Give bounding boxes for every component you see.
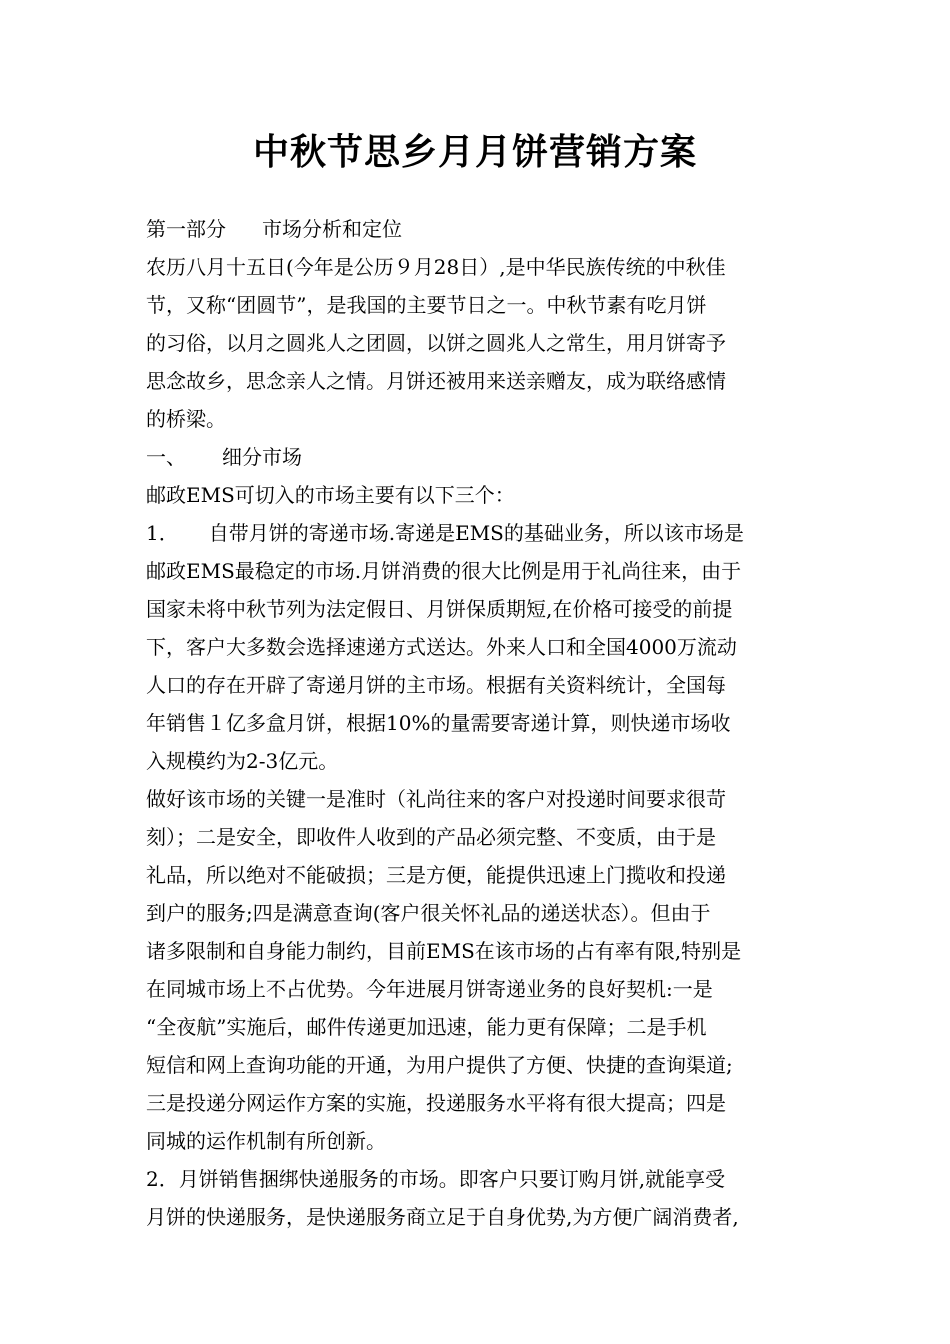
lead-line: 邮政EMS可切入的市场主要有以下三个：: [146, 483, 515, 507]
para2-line: 礼品，所以绝对不能破损；三是方便，能提供迅速上门揽收和投递: [146, 863, 726, 887]
item1-line: 国家未将中秋节列为法定假日、月饼保质期短,在价格可接受的前提: [146, 597, 733, 621]
subheading-text: 细分市场: [222, 445, 302, 469]
item1-line: 入规模约为2-3亿元。: [146, 749, 339, 773]
item1-line: 邮政EMS最稳定的市场.月饼消费的很大比例是用于礼尚往来，由于: [146, 559, 742, 583]
document-body: [146, 210, 826, 1236]
para2-line: “全夜航”实施后，邮件传递更加迅速，能力更有保障；二是手机: [146, 1015, 707, 1039]
para2-line: 短信和网上查询功能的开通，为用户提供了方便、快捷的查询渠道;: [146, 1053, 733, 1077]
item2-line: 2．月饼销售捆绑快递服务的市场。即客户只要订购月饼,就能享受: [146, 1167, 726, 1191]
subheading-number: 一、: [146, 445, 186, 469]
item2-line: 月饼的快递服务，是快递服务商立足于自身优势,为方便广阔消费者,: [146, 1205, 739, 1229]
intro-line: 的桥梁。: [146, 407, 226, 431]
item1-text: 自带月饼的寄递市场.寄递是EMS的基础业务，所以该市场是: [208, 521, 744, 545]
subheading: [146, 438, 826, 476]
item1-first-line: [146, 514, 826, 552]
item1-number: 1．: [146, 521, 179, 545]
item1-line: 下，客户大多数会选择速递方式送达。外来人口和全国4000万流动: [146, 635, 737, 659]
para2-line: 同城的运作机制有所创新。: [146, 1129, 386, 1153]
section-heading-label: 第一部分: [146, 217, 226, 241]
intro-line: 节，又称“团圆节”，是我国的主要节日之一。中秋节素有吃月饼: [146, 293, 707, 317]
para2-line: 在同城市场上不占优势。今年进展月饼寄递业务的良好契机:一是: [146, 977, 713, 1001]
para2-line: 诸多限制和自身能力制约，目前EMS在该市场的占有率有限,特别是: [146, 939, 742, 963]
para2-line: 刻）；二是安全，即收件人收到的产品必须完整、不变质，由于是: [146, 825, 716, 849]
document-title: 中秋节思乡月月饼营销方案: [252, 131, 697, 173]
section-heading-text: 市场分析和定位: [262, 217, 402, 241]
para2-line: 到户的服务;四是满意查询(客户很关怀礼品的递送状态）。但由于: [146, 901, 711, 925]
intro-line: 的习俗，以月之圆兆人之团圆，以饼之圆兆人之常生，用月饼寄予: [146, 331, 726, 355]
para2-line: 三是投递分网运作方案的实施，投递服务水平将有很大提高；四是: [146, 1091, 726, 1115]
intro-line: 农历八月十五日(今年是公历９月28日）,是中华民族传统的中秋佳: [146, 255, 726, 279]
section-heading: [146, 210, 826, 248]
para2-line: 做好该市场的关键一是准时（礼尚往来的客户对投递时间要求很苛: [146, 787, 726, 811]
item1-line: 人口的存在开辟了寄递月饼的主市场。根据有关资料统计，全国每: [146, 673, 726, 697]
intro-line: 思念故乡，思念亲人之情。月饼还被用来送亲赠友，成为联络感情: [146, 369, 726, 393]
item1-line: 年销售１亿多盒月饼，根据10%的量需要寄递计算，则快递市场收: [146, 711, 731, 735]
